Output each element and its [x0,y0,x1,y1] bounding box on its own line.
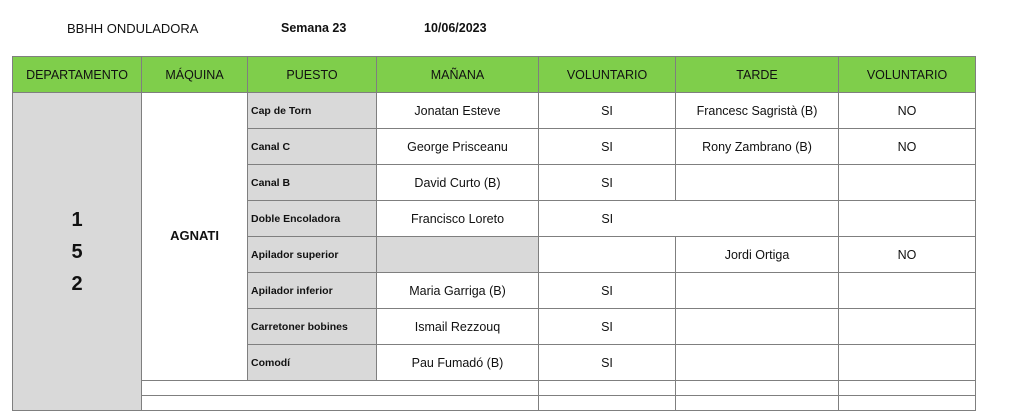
header-row [13,57,976,93]
tarde-cell[interactable]: Jordi Ortiga [676,237,839,273]
puesto-cell[interactable]: Cap de Torn [248,93,377,129]
puesto-cell[interactable]: Apilador inferior [248,273,377,309]
voluntario-tarde-cell[interactable]: NO [839,129,976,165]
puesto-cell[interactable]: Apilador superior [248,237,377,273]
empty-row [13,396,976,411]
col-header-voluntario-2[interactable]: VOLUNTARIO [839,57,976,93]
tarde-cell[interactable] [676,345,839,381]
empty-cell[interactable] [539,381,676,396]
col-header-manana[interactable]: MAÑANA [377,57,539,93]
manana-cell[interactable]: Maria Garriga (B) [377,273,539,309]
table-row [13,93,976,129]
tarde-cell[interactable] [676,165,839,201]
puesto-cell[interactable]: Doble Encoladora [248,201,377,237]
voluntario-manana-cell[interactable]: SI [539,273,676,309]
empty-row [13,381,976,396]
puesto-cell[interactable]: Canal C [248,129,377,165]
schedule-table [12,56,976,411]
voluntario-tarde-cell[interactable] [839,345,976,381]
department-cell[interactable] [13,93,142,411]
empty-cell[interactable] [839,396,976,411]
date-label: 10/06/2023 [424,21,487,35]
department-digit: 5 [71,240,83,263]
manana-cell[interactable]: George Prisceanu [377,129,539,165]
col-header-maquina[interactable]: MÁQUINA [142,57,248,93]
puesto-cell[interactable]: Comodí [248,345,377,381]
empty-cell[interactable] [142,396,539,411]
col-header-voluntario-1[interactable]: VOLUNTARIO [539,57,676,93]
voluntario-manana-cell[interactable] [539,237,676,273]
puesto-cell[interactable]: Carretoner bobines [248,309,377,345]
voluntario-manana-cell[interactable]: SI [539,201,676,237]
voluntario-tarde-cell[interactable]: NO [839,237,976,273]
col-header-tarde[interactable]: TARDE [676,57,839,93]
week-label: Semana 23 [281,21,347,35]
puesto-cell[interactable]: Canal B [248,165,377,201]
manana-cell[interactable]: Ismail Rezzouq [377,309,539,345]
tarde-cell[interactable] [676,309,839,345]
voluntario-manana-cell[interactable]: SI [539,129,676,165]
department-digit: 2 [71,272,83,295]
voluntario-manana-cell[interactable]: SI [539,165,676,201]
col-header-departamento[interactable]: DEPARTAMENTO [13,57,142,93]
manana-cell[interactable] [377,237,539,273]
tarde-cell[interactable] [676,273,839,309]
machine-cell[interactable]: AGNATI [142,93,248,381]
col-header-puesto[interactable]: PUESTO [248,57,377,93]
voluntario-tarde-cell[interactable] [839,201,976,237]
voluntario-manana-cell[interactable]: SI [539,309,676,345]
empty-cell[interactable] [142,381,539,396]
manana-cell[interactable]: David Curto (B) [377,165,539,201]
empty-cell[interactable] [839,381,976,396]
tarde-cell[interactable] [676,201,839,237]
tarde-cell[interactable]: Francesc Sagristà (B) [676,93,839,129]
empty-cell[interactable] [539,396,676,411]
voluntario-tarde-cell[interactable] [839,273,976,309]
manana-cell[interactable]: Francisco Loreto [377,201,539,237]
empty-cell[interactable] [676,396,839,411]
tarde-cell[interactable]: Rony Zambrano (B) [676,129,839,165]
voluntario-tarde-cell[interactable]: NO [839,93,976,129]
voluntario-tarde-cell[interactable] [839,165,976,201]
manana-cell[interactable]: Pau Fumadó (B) [377,345,539,381]
manana-cell[interactable]: Jonatan Esteve [377,93,539,129]
voluntario-manana-cell[interactable]: SI [539,93,676,129]
sheet-title: BBHH ONDULADORA [67,21,199,36]
department-digit: 1 [71,208,83,231]
voluntario-manana-cell[interactable]: SI [539,345,676,381]
voluntario-tarde-cell[interactable] [839,309,976,345]
empty-cell[interactable] [676,381,839,396]
